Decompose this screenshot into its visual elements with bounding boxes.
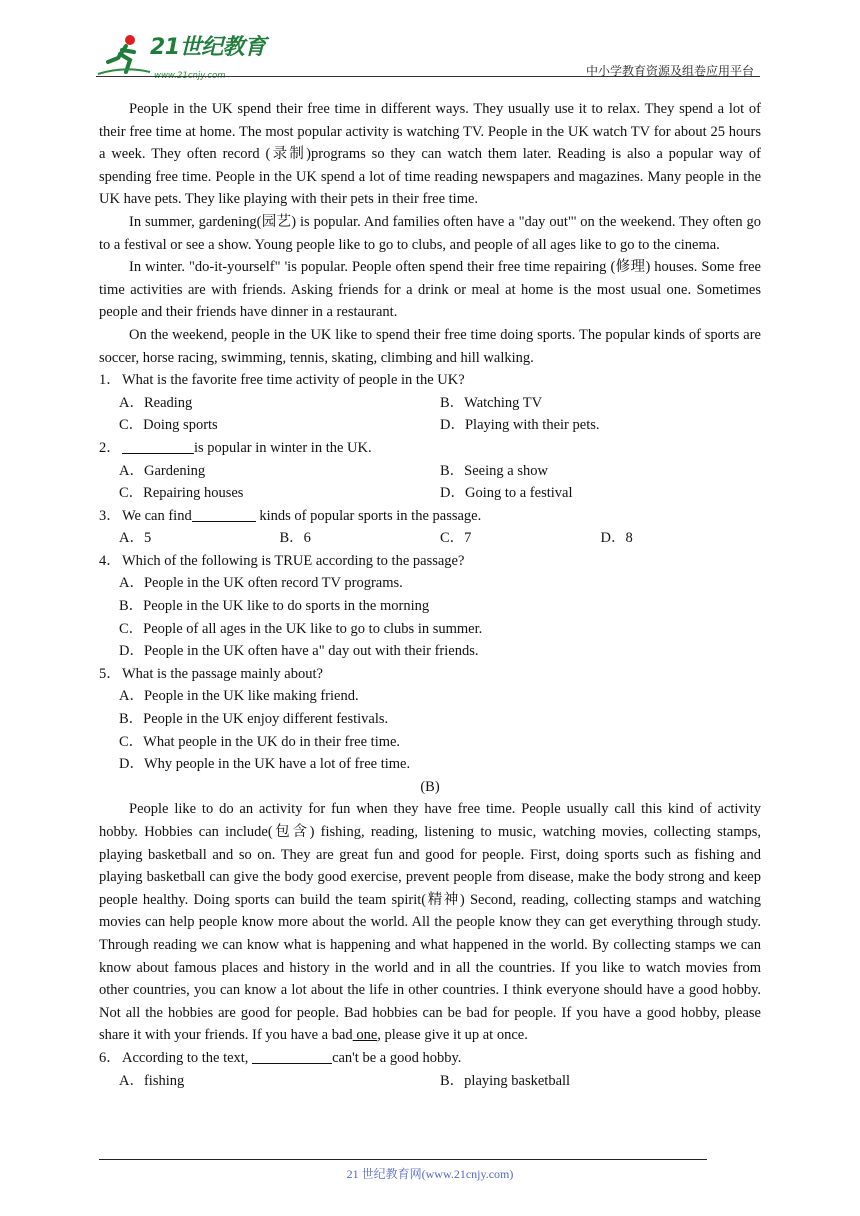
answer-blank [192,505,256,522]
underlined-word: one [352,1027,378,1044]
option-a: A．People in the UK often record TV programs. [119,575,403,592]
question-text: Which of the following is TRUE according to the passage? [122,552,465,569]
question-2 [99,437,761,505]
question-text-after: can't be a good hobby. [332,1049,462,1066]
question-number: 5． [99,665,121,682]
passage-a-paragraph: In winter. "do-it-yourself" 'is popular. People often spend their free time repairing (修理) houses. Some free time activities are with friends. Asking friends for a drink or meal at home is the most usual one. Sometimes people and their friends have dinner in a restaurant. [99,259,761,321]
question-text: What is the favorite free time activity of people in the UK? [122,372,465,389]
document-body [99,98,761,1092]
option-a: A．People in the UK like making friend. [119,688,359,705]
page-footer: 21 世纪教育网(www.21cnjy.com) [346,1167,514,1181]
option-a: A．Gardening [119,462,206,479]
question-number: 3． [99,507,121,524]
question-number: 1． [99,372,121,389]
option-d: D．8 [600,530,633,547]
question-number: 4． [99,552,121,569]
question-5 [99,663,761,776]
question-text: is popular in winter in the UK. [194,439,372,456]
option-c: C．Doing sports [119,417,218,434]
option-b: B．Seeing a show [440,462,548,479]
question-3 [99,505,761,550]
passage-a-paragraph: People in the UK spend their free time in different ways. They usually use it to relax. They spend a lot of their free time at home. The most popular activity is watching TV. People in the UK watch TV for about 25 hours a week. They often record (录制)programs so they can watch them later. Reading is also a popular way of spending free time. People in the UK spend a lot of time reading newspapers and magazines. Many people in the UK have pets. They like playing with their pets in their free time. [99,101,761,208]
option-c: C．What people in the UK do in their free time. [119,733,401,750]
header-divider [96,76,760,77]
question-number: 2． [99,439,121,456]
section-b-title: (B) [420,778,440,795]
passage-b-paragraph [99,798,761,1047]
question-text-before: We can find [122,507,192,524]
answer-blank [252,1047,332,1064]
question-text-before: According to the text, [122,1049,253,1066]
option-b: B．6 [279,530,311,547]
runner-logo-icon [96,32,152,78]
option-b: B．Watching TV [440,394,543,411]
question-4 [99,550,761,663]
option-a: A．5 [119,530,152,547]
passage-b-text: People like to do an activity for fun when they have free time. People usually call this kind of activity hobby. Hobbies can include(包含) fishing, reading, listening to music, watching movies, collecting stamps, playing basketball and so on. They are great fun and good for people. First, doing sports such as fishing and playing basketball can give the body good exercise, prevent people from disease, make the body strong and keep people healthy. Doing sports can build the team spirit(精神) Second, reading, collecting stamps and watching movies can help people know more about the world. All the people know they can get everything through study. Through reading we can know what is happening and what happened in the world. By collecting stamps we can know about famous places and history in the world and in all the countries. If you like to watch movies from other countries, you can know a lot about the life in other countries. I think everyone should have a good hobby. Not all the hobbies are good for people. Bad hobbies can be bad for people. If you have a good hobby, please share it with your friends. If you have a bad [99,801,761,1044]
page-header [96,32,760,81]
option-c: C．Repairing houses [119,485,244,502]
option-d: D．Going to a festival [440,485,573,502]
platform-title: 中小学教育资源及组卷应用平台 [585,64,754,78]
option-d: D．Why people in the UK have a lot of free time. [119,756,411,773]
answer-blank [122,437,194,454]
passage-a-paragraph: In summer, gardening(园艺) is popular. And families often have a "day out"' on the weekend. They often go to a festival or see a show. Young people like to go to clubs, and people of all ages like to go to the cinema. [99,213,761,253]
option-a: A．Reading [119,394,193,411]
option-a: A．fishing [119,1072,185,1089]
option-c: C．People of all ages in the UK like to go to clubs in summer. [119,620,483,637]
logo-text: 21世纪教育 [150,35,266,60]
question-1 [99,369,761,437]
passage-b-text-end: , please give it up at once. [377,1027,528,1044]
option-c: C．7 [440,530,472,547]
option-b: B．People in the UK enjoy different festivals. [119,711,389,728]
option-d: D．People in the UK often have a" day out with their friends. [119,643,479,660]
option-d: D．Playing with their pets. [440,417,600,434]
question-6 [99,1047,761,1092]
question-number: 6． [99,1049,121,1066]
logo-url: www.21cnjy.com [154,71,226,81]
option-b: B．playing basketball [440,1072,571,1089]
question-text-after: kinds of popular sports in the passage. [255,507,482,524]
option-b: B．People in the UK like to do sports in the morning [119,598,430,615]
footer-divider [99,1159,707,1160]
question-text: What is the passage mainly about? [122,665,323,682]
logo [96,32,266,81]
passage-a-paragraph: On the weekend, people in the UK like to spend their free time doing sports. The popular kinds of sports are soccer, horse racing, swimming, tennis, skating, climbing and hill walking. [99,326,761,366]
